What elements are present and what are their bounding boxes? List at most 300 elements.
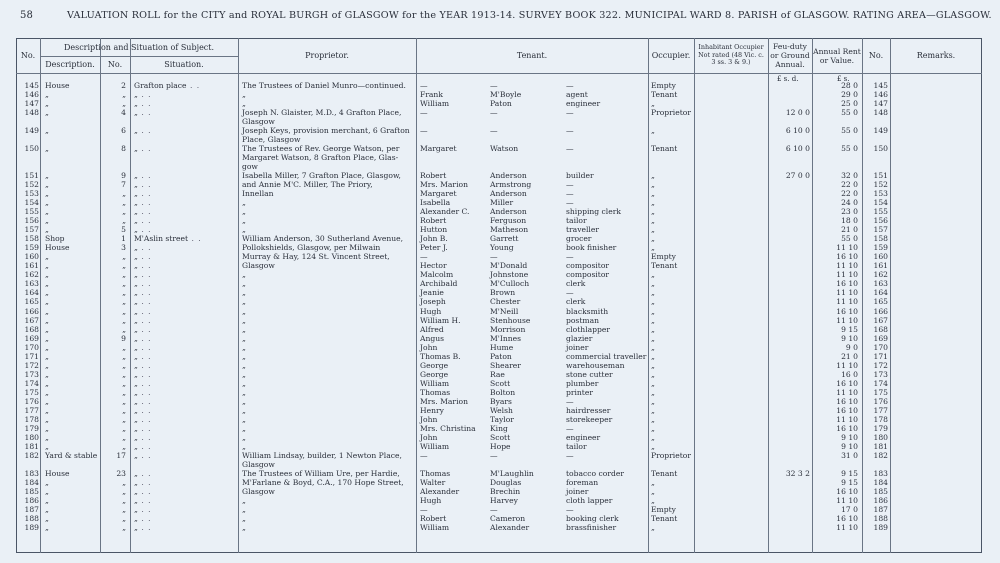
cell-description: „ [45,495,49,505]
cell-number: „ [122,261,126,271]
cell-no: 174 [24,378,39,388]
cell-annual-rent: 16 10 [836,396,858,406]
cell-tenant-surname: Young [490,243,514,253]
table-row [0,424,1000,433]
cell-occupier: Empty [651,252,676,262]
table-row [0,243,1000,252]
cell-annual-rent: 9 15 [841,324,858,334]
cell-no: 179 [24,423,39,433]
cell-annual-rent: 9 15 [841,468,858,478]
cell-situation: „ . . [134,379,234,388]
cell-description: „ [45,144,49,154]
cell-situation: „ . . [134,216,234,225]
cell-no: 147 [24,99,39,109]
cell-tenant-occupation: foreman [566,477,599,487]
cell-description: „ [45,252,49,262]
cell-no-right: 169 [873,333,888,343]
cell-tenant-forename: William H. [420,315,461,325]
col-header-situation: Situation. [164,60,204,69]
feu-units-label: £ s. d. [777,75,799,83]
cell-no-right: 171 [873,351,888,361]
cell-number: „ [122,306,126,316]
cell-proprietor: „ [242,513,246,523]
cell-occupier: „ [651,225,655,235]
table-row [0,144,1000,153]
cell-no: 171 [24,351,39,361]
cell-proprietor: Margaret Watson, 8 Grafton Place, Glas- [242,153,399,163]
cell-tenant-forename: Alfred [420,324,444,334]
cell-no: 176 [24,396,39,406]
cell-tenant-surname: Douglas [490,477,522,487]
cell-annual-rent: 21 0 [841,225,858,235]
table-row [0,81,1000,90]
table-row [0,334,1000,343]
cell-tenant-surname: Anderson [490,189,527,199]
cell-situation: „ . . [134,451,234,460]
cell-number: „ [122,423,126,433]
cell-tenant-forename: John [420,414,438,424]
cell-description: „ [45,279,49,289]
table-row [0,370,1000,379]
cell-tenant-occupation: — [566,108,574,118]
cell-proprietor: „ [242,495,246,505]
cell-annual-rent: 18 0 [841,216,858,226]
cell-no: 189 [24,522,39,532]
cell-no: 188 [24,513,39,523]
cell-annual-rent: 11 10 [836,243,858,253]
cell-no-right: 172 [873,360,888,370]
cell-no-right: 168 [873,324,888,334]
cell-number: „ [122,513,126,523]
cell-proprietor: Glasgow [242,117,275,127]
cell-occupier: „ [651,315,655,325]
cell-number: 6 [121,126,126,136]
cell-description: „ [45,396,49,406]
cell-number: „ [122,360,126,370]
cell-no-right: 189 [873,522,888,532]
cell-tenant-forename: William [420,441,450,451]
cell-proprietor: Joseph Keys, provision merchant, 6 Grafton [242,126,410,136]
cell-no-right: 187 [873,504,888,514]
cell-occupier: „ [651,126,655,136]
cell-no-right: 178 [873,414,888,424]
cell-proprietor: „ [242,396,246,406]
cell-tenant-occupation: grocer [566,234,592,244]
cell-description: „ [45,351,49,361]
cell-tenant-occupation: — [566,81,574,90]
cell-situation: „ . . [134,297,234,306]
cell-occupier: „ [651,378,655,388]
cell-proprietor: The Trustees of William Ure, per Hardie, [242,468,400,478]
cell-tenant-occupation: brassfinisher [566,522,617,532]
cell-proprietor: „ [242,324,246,334]
cell-situation: „ . . [134,361,234,370]
cell-occupier: „ [651,198,655,208]
cell-annual-rent: 55 0 [841,126,858,136]
cell-tenant-forename: William [420,522,450,532]
cell-no-right: 173 [873,369,888,379]
cell-tenant-surname: M'Boyle [490,90,522,100]
cell-tenant-forename: Hector [420,261,447,271]
cell-tenant-forename: Thomas [420,468,451,478]
cell-tenant-surname: Scott [490,378,511,388]
cell-tenant-occupation: postman [566,315,600,325]
cell-tenant-surname: Hope [490,441,511,451]
cell-situation: „ . . [134,90,234,99]
cell-no-right: 176 [873,396,888,406]
cell-tenant-surname: Anderson [490,207,527,217]
cell-situation: „ . . [134,478,234,487]
cell-tenant-forename: Isabella [420,198,451,208]
cell-occupier: „ [651,387,655,397]
table-row [0,352,1000,361]
cell-situation: Grafton place . . [134,81,234,90]
cell-tenant-occupation: — [566,252,574,262]
cell-tenant-occupation: booking clerk [566,513,619,523]
cell-situation: „ . . [134,225,234,234]
cell-tenant-occupation: engineer [566,432,601,442]
cell-annual-rent: 11 10 [836,522,858,532]
cell-tenant-occupation: stone cutter [566,369,613,379]
cell-no: 158 [24,234,39,244]
cell-proprietor: „ [242,198,246,208]
cell-description: „ [45,180,49,190]
table-row [0,117,1000,126]
cell-tenant-forename: Mrs. Christina [420,423,476,433]
cell-tenant-occupation: tobacco corder [566,468,624,478]
cell-proprietor: „ [242,441,246,451]
table-row [0,99,1000,108]
table-row [0,388,1000,397]
cell-tenant-occupation: — [566,450,574,460]
table-row [0,261,1000,270]
cell-no: 160 [24,252,39,262]
col-header-inhabitant: Inhabitant Occupier Not rated (48 Vic. c. 3 ss. 3 & 9.) [698,43,764,67]
cell-situation: „ . . [134,343,234,352]
table-row [0,469,1000,478]
cell-occupier: „ [651,99,655,109]
cell-proprietor: „ [242,405,246,415]
cell-occupier: Tenant [651,468,678,478]
cell-no-right: 160 [873,252,888,262]
cell-number: 1 [121,234,126,244]
cell-tenant-occupation: engineer [566,99,601,109]
cell-tenant-occupation: agent [566,90,588,100]
cell-description: „ [45,486,49,496]
table-row [0,207,1000,216]
cell-situation: „ . . [134,388,234,397]
cell-feu-duty: 32 3 2 [785,468,810,478]
cell-description: „ [45,333,49,343]
cell-proprietor: M'Farlane & Boyd, C.A., 170 Hope Street, [242,477,404,487]
cell-situation: „ . . [134,514,234,523]
cell-number: „ [122,432,126,442]
cell-no-right: 152 [873,180,888,190]
cell-description: „ [45,369,49,379]
cell-no: 170 [24,342,39,352]
cell-no: 165 [24,297,39,307]
cell-tenant-forename: — [420,81,428,90]
cell-situation: „ . . [134,370,234,379]
cell-annual-rent: 55 0 [841,144,858,154]
cell-tenant-forename: Robert [420,513,447,523]
cell-description: „ [45,261,49,271]
cell-description: „ [45,513,49,523]
cell-occupier: „ [651,495,655,505]
cell-tenant-occupation: — [566,144,574,154]
cell-description: „ [45,198,49,208]
cell-situation: „ . . [134,334,234,343]
cell-tenant-forename: John B. [420,234,448,244]
cell-proprietor: Pollokshields, Glasgow, per Milwain [242,243,381,253]
cell-proprietor: William Lindsay, builder, 1 Newton Place, [242,450,402,460]
cell-tenant-forename: George [420,369,449,379]
cell-annual-rent: 55 0 [841,234,858,244]
cell-tenant-occupation: joiner [566,342,589,352]
cell-annual-rent: 11 10 [836,297,858,307]
cell-tenant-occupation: compositor [566,261,610,271]
table-row [0,442,1000,451]
table-row [0,297,1000,306]
cell-no-right: 183 [873,468,888,478]
cell-no-right: 151 [873,171,888,181]
cell-description: „ [45,477,49,487]
cell-occupier: „ [651,522,655,532]
cell-proprietor: „ [242,270,246,280]
cell-no-right: 146 [873,90,888,100]
cell-tenant-forename: Frank [420,90,443,100]
cell-proprietor: Innellan [242,189,274,199]
cell-no: 167 [24,315,39,325]
cell-tenant-surname: M'Innes [490,333,522,343]
table-row [0,379,1000,388]
cell-number: „ [122,387,126,397]
cell-tenant-forename: Margaret [420,144,457,154]
cell-tenant-occupation: storekeeper [566,414,613,424]
cell-no: 155 [24,207,39,217]
cell-tenant-forename: — [420,108,428,118]
cell-occupier: „ [651,405,655,415]
cell-situation: „ . . [134,207,234,216]
cell-no-right: 149 [873,126,888,136]
cell-no-right: 186 [873,495,888,505]
col-header-rent: Annual Rent or Value. [813,46,861,65]
cell-number: „ [122,252,126,262]
cell-tenant-occupation: book finisher [566,243,617,253]
col-header-no-right: No. [868,51,884,60]
cell-occupier: Tenant [651,513,678,523]
cell-tenant-occupation: joiner [566,486,589,496]
cell-annual-rent: 22 0 [841,180,858,190]
cell-occupier: „ [651,207,655,217]
cell-annual-rent: 29 0 [841,90,858,100]
cell-annual-rent: 16 10 [836,423,858,433]
cell-situation: „ . . [134,433,234,442]
col-header-tenant: Tenant. [516,51,548,60]
cell-proprietor: „ [242,216,246,226]
cell-tenant-surname: Paton [490,351,512,361]
cell-number: „ [122,288,126,298]
cell-occupier: „ [651,243,655,253]
cell-proprietor: „ [242,225,246,235]
cell-proprietor: „ [242,387,246,397]
cell-description: „ [45,387,49,397]
cell-tenant-forename: Henry [420,405,444,415]
cell-situation: „ . . [134,325,234,334]
cell-tenant-forename: Robert [420,171,447,181]
cell-annual-rent: 17 0 [841,504,858,514]
cell-proprietor: Glasgow [242,486,275,496]
cell-tenant-occupation: traveller [566,225,599,235]
cell-number: „ [122,504,126,514]
cell-proprietor: „ [242,99,246,109]
cell-no: 182 [24,450,39,460]
table-row [0,397,1000,406]
cell-tenant-occupation: plumber [566,378,599,388]
cell-tenant-occupation: — [566,126,574,136]
col-header-proprietor: Proprietor. [305,51,349,60]
cell-tenant-surname: — [490,81,498,90]
table-row [0,270,1000,279]
cell-no: 146 [24,90,39,100]
cell-tenant-surname: Chester [490,297,521,307]
cell-description: „ [45,360,49,370]
table-row [0,216,1000,225]
page-header [20,10,992,28]
cell-description: House [45,468,70,478]
cell-situation: „ . . [134,442,234,451]
col-header-number: No. [107,60,123,69]
cell-number: „ [122,477,126,487]
cell-number: „ [122,441,126,451]
cell-no: 161 [24,261,39,271]
col-header-feu: Feu-duty or Ground Annual. [770,42,810,69]
cell-tenant-forename: Robert [420,216,447,226]
cell-tenant-occupation: compositor [566,270,610,280]
cell-tenant-surname: — [490,252,498,262]
cell-no: 186 [24,495,39,505]
cell-annual-rent: 32 0 [841,171,858,181]
cell-tenant-surname: — [490,450,498,460]
cell-no: 153 [24,189,39,199]
cell-situation: „ . . [134,126,234,135]
cell-tenant-occupation: warehouseman [566,360,625,370]
cell-proprietor: „ [242,333,246,343]
cell-annual-rent: 11 10 [836,288,858,298]
cell-no-right: 154 [873,198,888,208]
cell-description: „ [45,189,49,199]
cell-no: 173 [24,369,39,379]
cell-annual-rent: 16 10 [836,513,858,523]
cell-number: „ [122,297,126,307]
cell-number: 5 [121,225,126,235]
cell-no-right: 164 [873,288,888,298]
cell-number: „ [122,414,126,424]
cell-situation: „ . . [134,316,234,325]
table-row [0,288,1000,297]
table-row [0,496,1000,505]
cell-no: 185 [24,486,39,496]
table-row [0,361,1000,370]
cell-situation: „ . . [134,252,234,261]
table-row [0,108,1000,117]
cell-tenant-surname: Matheson [490,225,529,235]
cell-feu-duty: 6 10 0 [785,126,810,136]
cell-annual-rent: 16 10 [836,252,858,262]
cell-number: „ [122,522,126,532]
cell-annual-rent: 16 10 [836,486,858,496]
cell-tenant-occupation: — [566,288,574,298]
cell-situation: „ . . [134,415,234,424]
cell-annual-rent: 11 10 [836,315,858,325]
cell-annual-rent: 23 0 [841,207,858,217]
table-row [0,307,1000,316]
cell-situation: „ . . [134,406,234,415]
cell-no: 152 [24,180,39,190]
cell-no: 175 [24,387,39,397]
cell-proprietor: „ [242,306,246,316]
cell-tenant-surname: — [490,126,498,136]
cell-proprietor: „ [242,90,246,100]
cell-situation: „ . . [134,144,234,153]
cell-tenant-surname: Paton [490,99,512,109]
cell-situation: „ . . [134,307,234,316]
cell-occupier: Tenant [651,144,678,154]
table-row [0,162,1000,171]
cell-tenant-forename: Mrs. Marion [420,396,468,406]
cell-tenant-surname: Rae [490,369,505,379]
table-row [0,478,1000,487]
cell-tenant-forename: John [420,342,438,352]
cell-description: „ [45,315,49,325]
cell-number: „ [122,279,126,289]
cell-proprietor: gow [242,162,258,172]
table-row [0,279,1000,288]
cell-proprietor: „ [242,432,246,442]
cell-tenant-forename: Malcolm [420,270,454,280]
cell-tenant-forename: Walter [420,477,446,487]
table-row [0,180,1000,189]
cell-tenant-forename: Hugh [420,495,442,505]
cell-occupier: „ [651,342,655,352]
cell-number: „ [122,207,126,217]
cell-tenant-forename: Thomas [420,387,451,397]
cell-no: 168 [24,324,39,334]
cell-description: „ [45,441,49,451]
cell-tenant-forename: — [420,252,428,262]
cell-tenant-surname: Hume [490,342,514,352]
cell-tenant-surname: M'Laughlin [490,468,534,478]
cell-situation: „ . . [134,505,234,514]
cell-tenant-occupation: blacksmith [566,306,609,316]
cell-number: 7 [121,180,126,190]
cell-tenant-forename: Alexander C. [420,207,470,217]
cell-no-right: 157 [873,225,888,235]
cell-annual-rent: 11 10 [836,360,858,370]
cell-situation: „ . . [134,99,234,108]
cell-tenant-forename: George [420,360,449,370]
table-row [0,433,1000,442]
cell-situation: „ . . [134,180,234,189]
cell-annual-rent: 11 10 [836,387,858,397]
cell-no-right: 159 [873,243,888,253]
cell-tenant-forename: Hugh [420,306,442,316]
cell-tenant-forename: — [420,504,428,514]
cell-situation: „ . . [134,469,234,478]
cell-tenant-surname: Anderson [490,171,527,181]
cell-proprietor: Joseph N. Glaister, M.D., 4 Grafton Place, [242,108,402,118]
cell-description: „ [45,306,49,316]
